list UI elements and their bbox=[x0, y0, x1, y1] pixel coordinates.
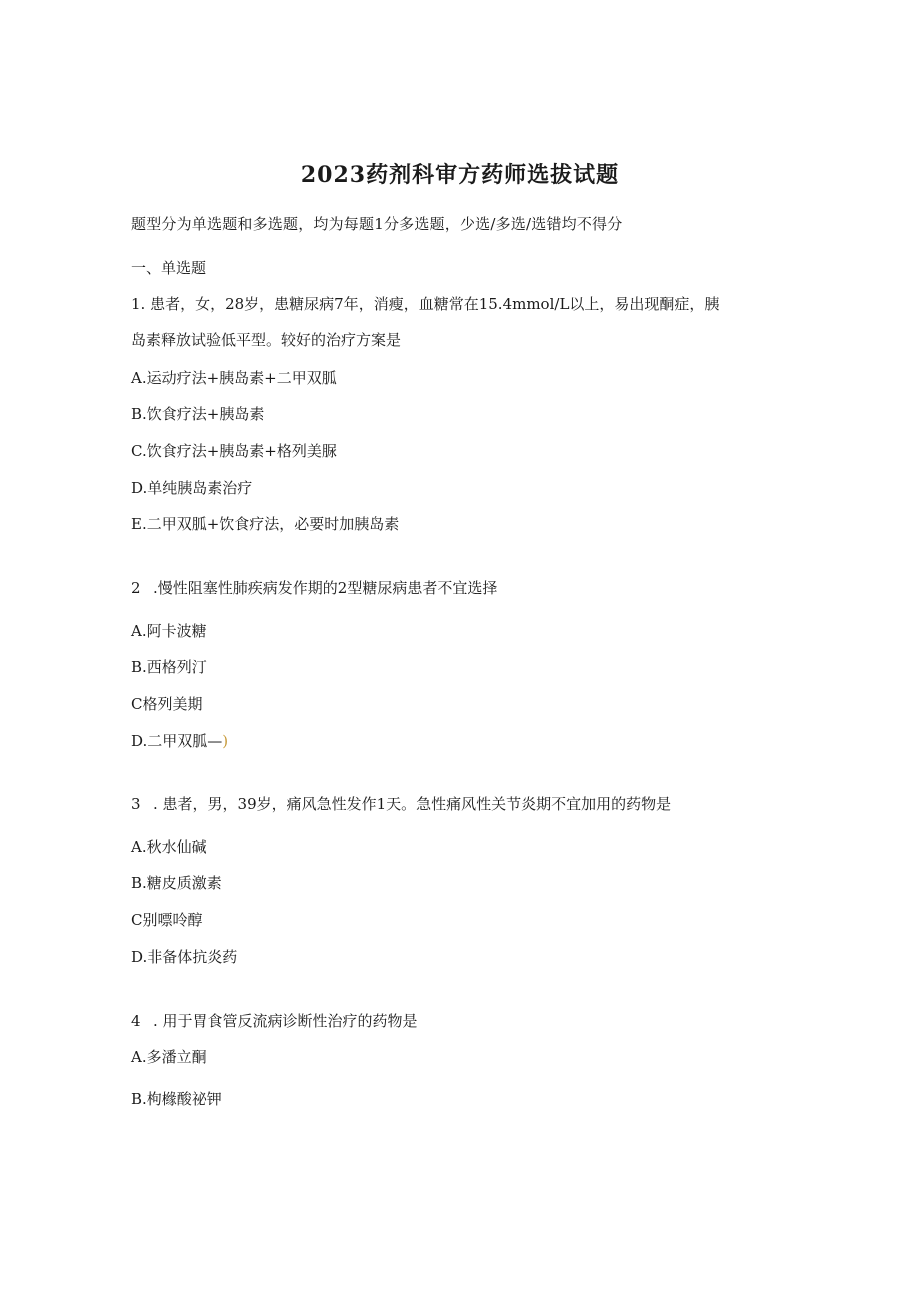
question-3-option-b: B.糖皮质激素 bbox=[131, 874, 222, 892]
question-2-option-b: B.西格列汀 bbox=[131, 658, 207, 676]
question-2-option-c: C格列美期 bbox=[131, 695, 203, 713]
question-2-text: .慢性阻塞性肺疾病发作期的2型糖尿病患者不宜选择 bbox=[153, 579, 498, 597]
question-3 bbox=[131, 794, 671, 814]
question-1-line-2: 岛素释放试验低平型。较好的治疗方案是 bbox=[131, 331, 402, 349]
answer-mark: ) bbox=[222, 732, 229, 750]
question-4-number: 4 bbox=[131, 1012, 141, 1030]
question-1-option-b: B.饮食疗法+胰岛素 bbox=[131, 405, 265, 423]
page-title: 2023药剂科审方药师选拔试题 bbox=[300, 162, 620, 188]
section-heading: 一、单选题 bbox=[131, 259, 207, 277]
question-2-number: 2 bbox=[131, 579, 141, 597]
question-2-option-d bbox=[131, 731, 228, 751]
question-3-option-d: D.非备体抗炎药 bbox=[131, 948, 238, 966]
question-3-number: 3 bbox=[131, 795, 141, 813]
question-4-text: . 用于胃食管反流病诊断性治疗的药物是 bbox=[153, 1012, 418, 1030]
question-4 bbox=[131, 1011, 418, 1031]
question-2 bbox=[131, 578, 497, 598]
question-4-option-b: B.枸橼酸祕钾 bbox=[131, 1090, 222, 1108]
question-2-option-a: A.阿卡波糖 bbox=[131, 622, 207, 640]
question-2-option-d-text: D.二甲双胍— bbox=[131, 732, 223, 750]
question-4-option-a: A.多潘立酮 bbox=[131, 1048, 207, 1066]
question-1-option-e: E.二甲双胍+饮食疗法，必要时加胰岛素 bbox=[131, 515, 400, 533]
question-3-text: . 患者，男，39岁，痛风急性发作1天。急性痛风性关节炎期不宜加用的药物是 bbox=[153, 795, 672, 813]
question-1-option-a: A.运动疗法+胰岛素+二甲双胍 bbox=[131, 369, 337, 387]
question-3-option-a: A.秋水仙碱 bbox=[131, 838, 207, 856]
question-3-option-c: C别嘌呤醇 bbox=[131, 911, 203, 929]
intro-text: 题型分为单选题和多选题，均为每题1分多选题，少选/多选/选错均不得分 bbox=[131, 215, 623, 233]
question-1-line-1: 1. 患者，女，28岁，患糖尿病7年，消瘦，血糖常在15.4mmol/L以上，易出现酮症，胰 bbox=[131, 295, 720, 313]
question-1-option-d: D.单纯胰岛素治疗 bbox=[131, 479, 253, 497]
question-1-option-c: C.饮食疗法+胰岛素+格列美脲 bbox=[131, 442, 337, 460]
